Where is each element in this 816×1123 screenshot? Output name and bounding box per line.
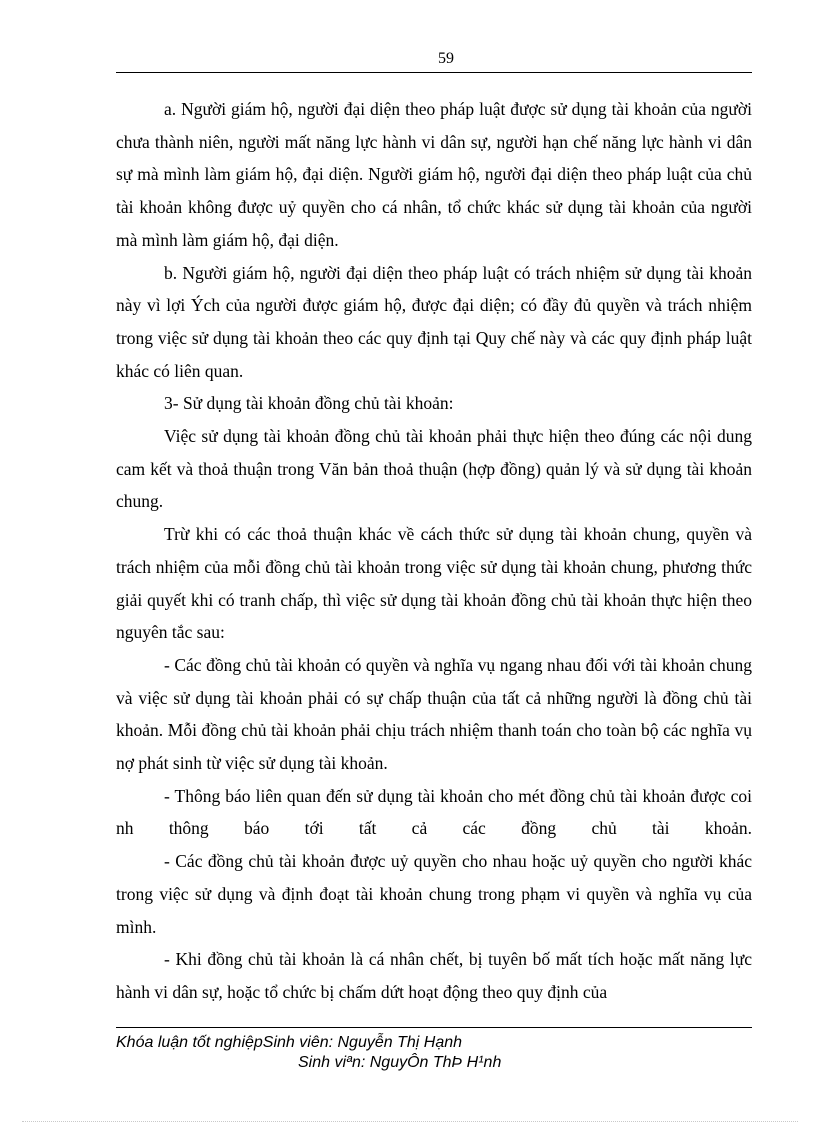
paragraph: Trừ khi có các thoả thuận khác về cách thức sử dụng tài khoản chung, quyền và trách nhiệm của mỗi đồng chủ tài khoản trong việc sử dụng tài khoản chung, phương thức giải quyết khi có tranh chấp, thì việc sử dụng tài khoản đồng chủ tài khoản thực hiện theo nguyên tắc sau: [116, 524, 752, 643]
list-item: - Các đồng chủ tài khoản được uỷ quyền cho nhau hoặc uỷ quyền cho người khác trong việc sử dụng và định đoạt tài khoản chung trong phạm vi quyền và nghĩa vụ của mình. [116, 851, 752, 937]
page-number: 59 [438, 50, 454, 67]
header-rule [116, 72, 752, 73]
document-body [116, 93, 752, 1009]
footer-rule [116, 1027, 752, 1028]
paragraph: b. Người giám hộ, người đại diện theo pháp luật có trách nhiệm sử dụng tài khoản này vì lợi Ých của người được giám hộ, được đại diện; có đầy đủ quyền và trách nhiệm trong việc sử dụng tài khoản theo các quy định tại Quy chế này và các quy định pháp luật khác có liên quan. [116, 262, 752, 381]
paragraph: Việc sử dụng tài khoản đồng chủ tài khoản phải thực hiện theo đúng các nội dung cam kết và thoả thuận trong Văn bản thoả thuận (hợp đồng) quản lý và sử dụng tài khoản chung. [116, 426, 752, 512]
footer-author-line: Khóa luận tốt nghiệpSinh viên: Nguyễn Thị Hạnh [116, 1034, 463, 1051]
paragraph: a. Người giám hộ, người đại diện theo pháp luật được sử dụng tài khoản của người chưa thành niên, người mất năng lực hành vi dân sự, người hạn chế năng lực hành vi dân sự mà mình làm giám hộ, đại diện. Người giám hộ, người đại diện theo pháp luật của chủ tài khoản không được uỷ quyền cho cá nhân, tổ chức khác sử dụng tài khoản của người mà mình làm giám hộ, đại diện. [116, 99, 752, 250]
list-item: - Khi đồng chủ tài khoản là cá nhân chết, bị tuyên bố mất tích hoặc mất năng lực hành vi dân sự, hoặc tổ chức bị chấm dứt hoạt động theo quy định của [116, 949, 752, 1002]
page-edge-divider [22, 1121, 798, 1122]
list-item: - Thông báo liên quan đến sử dụng tài khoản cho mét đồng chủ tài khoản được coi nh thông báo tới tất cả các đồng chủ tài khoản. [116, 785, 752, 839]
list-item: - Các đồng chủ tài khoản có quyền và nghĩa vụ ngang nhau đối với tài khoản chung và việc sử dụng tài khoản phải có sự chấp thuận của tất cả những người là đồng chủ tài khoản. Mỗi đồng chủ tài khoản phải chịu trách nhiệm thanh toán cho toàn bộ các nghĩa vụ nợ phát sinh từ việc sử dụng tài khoản. [116, 654, 752, 774]
footer-author-line-garbled: Sinh viªn: NguyÔn ThÞ H¹nh [298, 1054, 502, 1071]
section-heading: 3- Sử dụng tài khoản đồng chủ tài khoản: [164, 393, 454, 414]
